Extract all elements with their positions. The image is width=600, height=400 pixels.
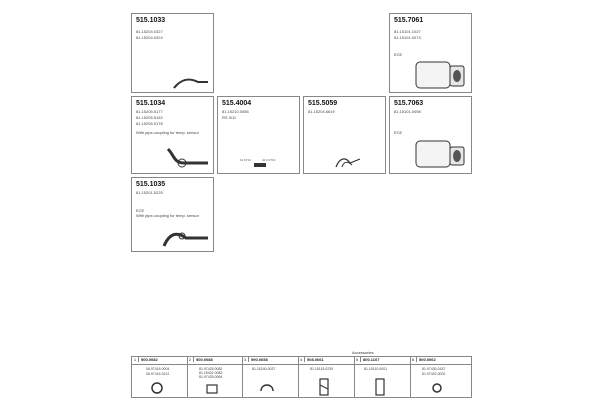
accessory-item[interactable] (410, 357, 473, 397)
part-card-515-5059[interactable] (303, 96, 386, 174)
oem-number: 81.97425.0064 (199, 375, 223, 379)
oem-number: 81.97425.0082 (199, 367, 223, 371)
approval-tag: ECE (394, 52, 403, 57)
dimension-label: 12 0713 (240, 158, 251, 162)
part-number: 515.7061 (394, 17, 424, 24)
exhaust-pipe-illustration (160, 226, 212, 250)
approval-tag: ECE (136, 208, 145, 213)
oem-number: 81.15210.0086 (222, 109, 249, 114)
oem-number: RS 3/11 (222, 115, 237, 120)
part-number: 508.0661 (307, 357, 324, 362)
accessory-item[interactable] (132, 357, 187, 397)
accessory-item[interactable] (298, 357, 354, 397)
item-number: 1 (132, 357, 139, 362)
oem-number: 81.15240.0037 (252, 367, 276, 371)
part-number: 515.4004 (222, 100, 252, 107)
oem-number: 81.15101.0073 (394, 35, 421, 40)
oem-number: 81.15115.0230 (310, 367, 334, 371)
gasket-icon (372, 377, 388, 397)
accessory-item[interactable] (242, 357, 298, 397)
oem-number: 81.15205.5178 (136, 121, 163, 126)
part-card-515-1033[interactable] (131, 13, 214, 93)
part-number: 515.1035 (136, 181, 166, 188)
exhaust-pipe-illustration (172, 72, 212, 92)
oem-number: 06.97416.0212 (146, 372, 170, 376)
gasket-icon (316, 377, 332, 397)
part-number: 515.1033 (136, 17, 166, 24)
oem-number: 81.15205.5152 (136, 115, 163, 120)
oem-number: 81.15204.0327 (136, 29, 163, 34)
muffler-illustration (412, 56, 470, 92)
exhaust-pipe-illustration (164, 141, 212, 171)
accessories-title: Accessories (352, 350, 374, 355)
item-number: 4 (298, 357, 305, 362)
item-number: 6 (410, 357, 417, 362)
item-number: 2 (187, 357, 194, 362)
pipe-section-illustration (334, 155, 362, 169)
oem-number: 81.97402.0002 (422, 372, 446, 376)
part-number: 590.0658 (251, 357, 268, 362)
oem-number: 81.15101.1027 (394, 29, 421, 34)
part-card-515-7063[interactable] (389, 96, 472, 174)
oem-number: 81.15110.0001 (364, 367, 388, 371)
oem-number: 81.15204.0324 (136, 35, 163, 40)
oem-number: 81.15402.0083 (199, 371, 223, 375)
oem-number: 81.97430.0187 (422, 367, 446, 371)
dimension-label: 42 0 0713 (262, 158, 276, 162)
part-number: 515.1034 (136, 100, 166, 107)
part-card-515-1034[interactable] (131, 96, 214, 174)
part-card-515-1035[interactable] (131, 177, 214, 252)
part-card-515-7061[interactable] (389, 13, 472, 93)
accessories-table (131, 356, 472, 398)
flex-pipe-illustration (254, 163, 266, 167)
part-number: 800.1107 (363, 357, 380, 362)
item-number: 3 (242, 357, 249, 362)
part-card-515-4004[interactable] (217, 96, 300, 174)
part-number: 500.0088 (196, 357, 213, 362)
oem-number: 81.15101.0098 (394, 109, 421, 114)
oem-number: 81.15205.5177 (136, 109, 163, 114)
note: With pipe-coupling for temp. sensor (136, 213, 199, 218)
item-number: 5 (354, 357, 361, 362)
muffler-illustration (412, 137, 470, 171)
part-number: 515.5059 (308, 100, 338, 107)
clamp-icon (258, 381, 276, 395)
accessory-item[interactable] (354, 357, 410, 397)
approval-tag: ECE (394, 130, 403, 135)
part-number: 500.0082 (141, 357, 158, 362)
note: With pipe-coupling for temp. sensor (136, 130, 199, 135)
accessory-item[interactable] (187, 357, 242, 397)
oem-number: 81.15204.6619 (308, 109, 335, 114)
part-number: 500.0062 (419, 357, 436, 362)
oem-number: 81.15201.5225 (136, 190, 163, 195)
oem-number: 06.97416.0004 (146, 367, 170, 371)
clamp-icon (150, 381, 164, 395)
clamp-icon (430, 381, 444, 395)
bracket-icon (205, 383, 219, 395)
part-number: 515.7063 (394, 100, 424, 107)
